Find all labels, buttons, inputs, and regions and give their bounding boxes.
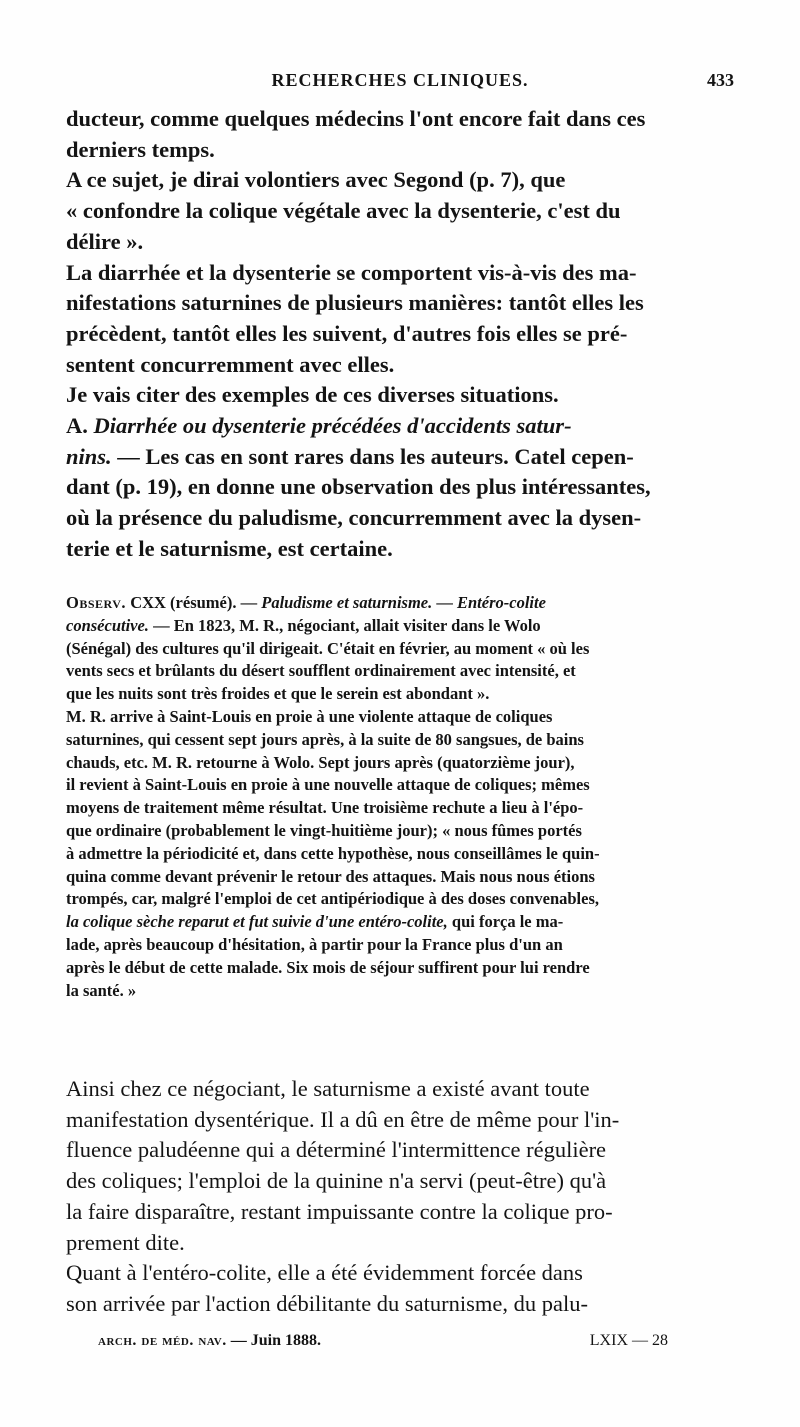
- text-line: derniers temps.: [66, 136, 215, 162]
- text-line: après le début de cette malade. Six mois de séjour suffirent pour lui rendre: [66, 957, 590, 977]
- text-line: des coliques; l'emploi de la quinine n'a servi (peut-être) qu'à: [66, 1168, 607, 1194]
- text-line: à admettre la périodicité et, dans cette hypothèse, nous conseillâmes le quin-: [66, 843, 600, 863]
- text-line: trompés, car, malgré l'emploi de cet antipériodique à des doses convenables,: [66, 889, 600, 909]
- observation-paragraph-2: [66, 706, 738, 1002]
- page-footer: [98, 1332, 668, 1358]
- text-line: manifestation dysentérique. Il a dû en être de même pour l'in-: [66, 1106, 620, 1132]
- section-title: Diarrhée ou dysenterie précédées d'accidents satur-: [93, 413, 572, 439]
- text-line: quina comme devant prévenir le retour des attaques. Mais nous nous étions: [66, 866, 595, 886]
- text-line: La diarrhée et la dysenterie se comportent vis-à-vis des ma-: [66, 259, 637, 285]
- text-line: A ce sujet, je dirai volontiers avec Segond (p. 7), que: [66, 167, 566, 193]
- conclusion-paragraph-2: [66, 1258, 738, 1319]
- section-title-end: nins.: [66, 443, 112, 469]
- observation-block: [66, 592, 738, 1002]
- text-line: prement dite.: [66, 1229, 185, 1255]
- text-line: que ordinaire (probablement le vingt-huitième jour); « nous fûmes portés: [66, 820, 582, 840]
- body-text: [66, 104, 738, 565]
- text-line: « confondre la colique végétale avec la dysenterie, c'est du: [66, 198, 621, 224]
- issue-date: — Juin 1888.: [226, 1332, 321, 1349]
- text-line: où la présence du paludisme, concurremment avec la dysen-: [66, 505, 642, 531]
- text-line: que les nuits sont très froides et que le serein est abondant ».: [66, 684, 490, 704]
- italic-quote: la colique sèche reparut et fut suivie d'une entéro-colite,: [66, 912, 448, 932]
- section-letter: A.: [66, 413, 94, 439]
- text-line: chauds, etc. M. R. retourne à Wolo. Sept jours après (quatorzième jour),: [66, 752, 575, 772]
- footer-journal: [98, 1332, 321, 1350]
- text-line: Je vais citer des exemples de ces diverses situations.: [66, 382, 559, 408]
- text-line: ducteur, comme quelques médecins l'ont encore fait dans ces: [66, 106, 646, 131]
- text-line: sentent concurremment avec elles.: [66, 351, 395, 377]
- paragraph-continuation: [66, 104, 738, 165]
- text-segment: CXX (résumé). —: [126, 593, 262, 612]
- running-head: RECHERCHES CLINIQUES.: [271, 70, 529, 90]
- page-header: [66, 70, 734, 100]
- paragraph-section-a: [66, 411, 738, 565]
- conclusion-paragraph-1: [66, 1074, 738, 1258]
- text-line: moyens de traitement même résultat. Une troisième rechute a lieu à l'épo-: [66, 798, 584, 818]
- text-line: lade, après beaucoup d'hésitation, à partir pour la France plus d'un an: [66, 934, 563, 954]
- text-line: son arrivée par l'action débilitante du saturnisme, du palu-: [66, 1290, 589, 1316]
- text-segment: — En 1823, M. R., négociant, allait visiter dans le Wolo: [148, 615, 541, 635]
- text-line: (Sénégal) des cultures qu'il dirigeait. C'était en février, au moment « où les: [66, 638, 590, 658]
- paragraph-diarrhee: [66, 258, 738, 381]
- paragraph-exemples: [66, 380, 738, 411]
- observation-subtitle-end: consécutive.: [66, 615, 149, 635]
- text-segment: qui força le ma-: [447, 912, 564, 932]
- text-segment: —: [432, 593, 457, 612]
- text-line: nifestations saturnines de plusieurs manières: tantôt elles les: [66, 290, 644, 316]
- text-line: Ainsi chez ce négociant, le saturnisme a existé avant toute: [66, 1076, 590, 1101]
- conclusion-text: [66, 1074, 738, 1320]
- journal-name: arch. de méd. nav.: [98, 1332, 227, 1349]
- text-line: délire ».: [66, 228, 144, 254]
- text-line: fluence paludéenne qui a déterminé l'intermittence régulière: [66, 1137, 607, 1163]
- text-line: saturnines, qui cessent sept jours après, à la suite de 80 sangsues, de bains: [66, 729, 584, 749]
- footer-volume: LXIX — 28: [589, 1332, 668, 1349]
- observation-paragraph-1: [66, 592, 738, 706]
- text-line: terie et le saturnisme, est certaine.: [66, 535, 393, 561]
- text-line: M. R. arrive à Saint-Louis en proie à une violente attaque de coliques: [66, 706, 553, 726]
- text-line: précèdent, tantôt elles les suivent, d'autres fois elles se pré-: [66, 320, 628, 346]
- text-line: la faire disparaître, restant impuissante contre la colique pro-: [66, 1198, 613, 1224]
- page-number: 433: [707, 70, 734, 90]
- observation-label: Observ.: [66, 593, 127, 612]
- text-line: — Les cas en sont rares dans les auteurs. Catel cepen-: [111, 443, 634, 469]
- observation-subtitle: Entéro-colite: [456, 593, 546, 612]
- text-line: la santé. »: [66, 980, 137, 1000]
- observation-title: Paludisme et saturnisme.: [261, 593, 433, 612]
- text-line: vents secs et brûlants du désert soufflent ordinairement avec intensité, et: [66, 661, 576, 681]
- text-line: il revient à Saint-Louis en proie à une nouvelle attaque de coliques; mêmes: [66, 775, 590, 795]
- paragraph-segond: [66, 165, 738, 257]
- text-line: dant (p. 19), en donne une observation des plus intéressantes,: [66, 474, 651, 500]
- text-line: Quant à l'entéro-colite, elle a été évidemment forcée dans: [66, 1260, 583, 1286]
